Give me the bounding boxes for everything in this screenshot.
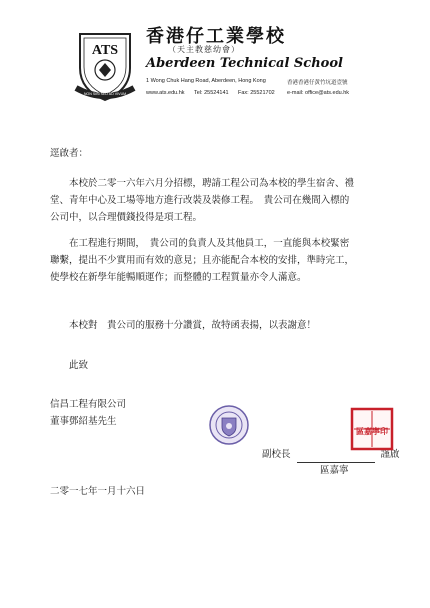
chop-text: 區嘉寧印 (356, 426, 388, 436)
salutation: 逕啟者： (50, 148, 89, 159)
recipient-company: 信昌工程有限公司 (50, 399, 127, 410)
address-zh: 香港香港仔黃竹坑道壹號 (287, 80, 348, 86)
telephone: Tel: 25524141 (194, 90, 229, 96)
fax: Fax: 25521702 (238, 90, 275, 96)
school-name-zh: 香港仔工業學校 (146, 26, 286, 47)
address-en: 1 Wong Chuk Hang Road, Aberdeen, Hong Kong (146, 78, 266, 84)
logo-motto: NON SIBI SED AD VIVUM (83, 92, 127, 96)
website-link[interactable]: www.ats.edu.hk (146, 90, 185, 96)
recipient-person: 董事鄧紹基先生 (50, 416, 117, 427)
paragraph-3: 本校對 貴公司的服務十分讚賞，故特函表揚，以表謝意！ (69, 320, 317, 331)
paragraph-2-line-2: 聯繫，提出不少實用而有效的意見；且亦能配合本校的安排，準時完工， (50, 255, 355, 266)
logo-letters: ATS (91, 43, 119, 58)
signer-suffix: 謹啟 (380, 449, 400, 460)
paragraph-1-line-2: 堂、青年中心及工場等地方進行改裝及裝修工程。 貴公司在幾間入標的 (50, 195, 350, 206)
letter-date: 二零一七年一月十六日 (50, 486, 146, 497)
paragraph-1-line-1: 本校於二零一六年六月分招標，聘請工程公司為本校的學生宿舍、禮 (69, 178, 355, 189)
paragraph-2 (50, 235, 354, 286)
paragraph-1-line-3: 公司中，以合理價錢投得是項工程。 (50, 212, 203, 223)
email-link[interactable]: e-mail: office@ats.edu.hk (287, 90, 350, 96)
school-subtitle-zh: （天主教慈幼會） (168, 45, 240, 54)
paragraph-2-line-1: 在工程進行期間， 貴公司的負責人及其他員工，一直能與本校緊密 (69, 238, 350, 249)
signer-name: 區嘉寧 (320, 465, 349, 476)
school-name-en: Aberdeen Technical School (146, 56, 343, 71)
closing: 此致 (69, 360, 89, 371)
signer-title: 副校長 (262, 449, 291, 460)
school-logo (72, 20, 138, 102)
red-name-chop (350, 407, 394, 451)
paragraph-2-line-3: 使學校在新學年能暢順運作；而整體的工程質量亦令人滿意。 (50, 272, 307, 283)
paragraph-1 (50, 175, 354, 226)
school-seal (208, 404, 250, 446)
